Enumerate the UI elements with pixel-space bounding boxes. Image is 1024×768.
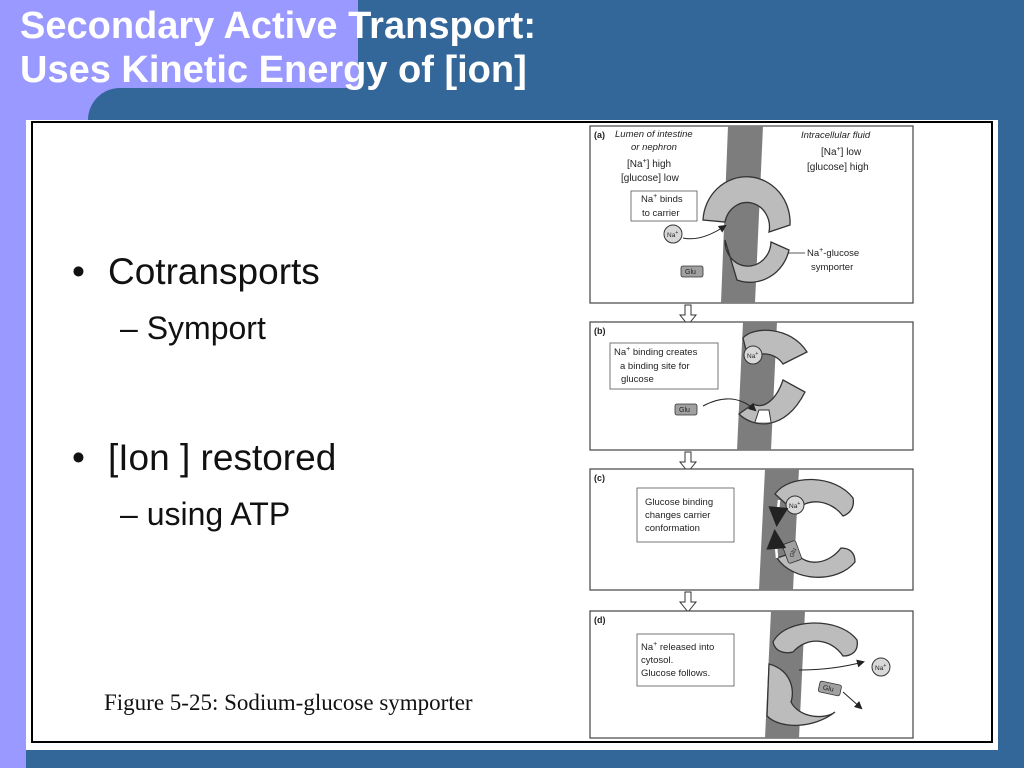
note-text: to carrier bbox=[642, 208, 680, 219]
sub-bullet-marker: – bbox=[120, 496, 138, 532]
note-text: Na+ binding creates bbox=[614, 346, 698, 358]
sodium-ion-label: Na+ bbox=[875, 663, 887, 672]
note-text: Glucose follows. bbox=[641, 668, 711, 679]
glucose-label: Glu bbox=[822, 684, 835, 694]
symporter-label: Na+-glucose bbox=[807, 247, 860, 259]
panel-tag: (a) bbox=[594, 130, 605, 140]
lumen-label: Lumen of intestine bbox=[615, 129, 693, 140]
glucose-label: Glu bbox=[685, 269, 696, 276]
panel-b bbox=[590, 322, 913, 450]
slide-title-line-1: Secondary Active Transport: bbox=[20, 5, 536, 47]
step-arrow bbox=[680, 592, 696, 612]
slide-title-line-2: Uses Kinetic Energy of [ion] bbox=[20, 49, 527, 91]
note-text: a binding site for bbox=[620, 361, 690, 372]
note-text: Glucose binding bbox=[645, 497, 714, 508]
bullet-marker: • bbox=[72, 437, 85, 478]
bullet-text: [Ion ] restored bbox=[108, 437, 337, 478]
panel-a bbox=[590, 126, 913, 303]
sub-bullet-item bbox=[120, 496, 290, 533]
sub-bullet-text: using ATP bbox=[146, 496, 291, 532]
note-text: conformation bbox=[645, 523, 700, 534]
sodium-ion-label: Na+ bbox=[747, 351, 759, 360]
glucose-concentration-label: [glucose] low bbox=[621, 173, 679, 184]
glucose-concentration-label: [glucose] high bbox=[807, 162, 869, 173]
sub-bullet-item bbox=[120, 310, 266, 347]
symporter-label: symporter bbox=[811, 262, 854, 273]
accent-bar-left bbox=[0, 0, 26, 768]
sub-bullet-text: Symport bbox=[146, 310, 266, 346]
panel-tag: (c) bbox=[594, 473, 605, 483]
intracellular-label: Intracellular fluid bbox=[801, 130, 871, 141]
panel-c bbox=[590, 469, 913, 590]
figure-caption: Figure 5-25: Sodium-glucose symporter bbox=[104, 690, 473, 715]
note-text: Na+ binds bbox=[641, 193, 683, 205]
panel-tag: (b) bbox=[594, 326, 606, 336]
lumen-label: or nephron bbox=[631, 142, 677, 153]
panel-tag: (d) bbox=[594, 615, 606, 625]
na-concentration-label: [Na+] low bbox=[821, 146, 862, 158]
note-text: Na+ released into bbox=[641, 641, 715, 653]
symporter-diagram bbox=[585, 122, 920, 744]
sodium-ion-label: Na+ bbox=[667, 230, 679, 239]
sodium-ion-label: Na+ bbox=[789, 501, 801, 510]
note-text: cytosol. bbox=[641, 655, 674, 666]
note-text: changes carrier bbox=[645, 510, 711, 521]
sub-bullet-marker: – bbox=[120, 310, 138, 346]
bullet-marker: • bbox=[72, 251, 85, 292]
glucose-label: Glu bbox=[679, 407, 690, 414]
bullet-text: Cotransports bbox=[108, 251, 320, 292]
panel-d bbox=[590, 611, 913, 738]
na-concentration-label: [Na+] high bbox=[627, 158, 672, 170]
glucose-label: Glu bbox=[789, 547, 799, 559]
slide-title bbox=[20, 4, 536, 92]
note-text: glucose bbox=[621, 374, 654, 385]
